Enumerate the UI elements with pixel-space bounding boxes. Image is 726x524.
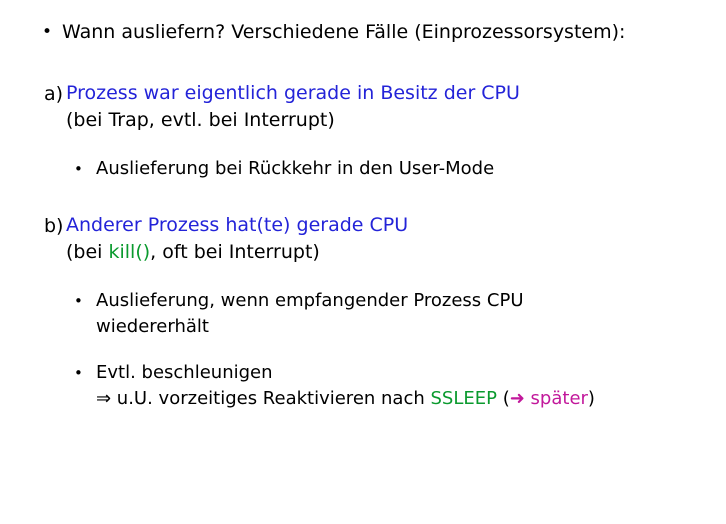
bullet-icon: • <box>74 292 83 310</box>
line2-end: ) <box>587 388 595 409</box>
item-a-sub-bullet-1 <box>74 156 702 182</box>
item-b-sub-bullet-1 <box>74 288 702 340</box>
list-marker-b: b) <box>44 215 64 237</box>
line2-mid: ( <box>496 388 510 409</box>
bullet-icon: • <box>42 22 53 42</box>
intro-bullet-row <box>42 18 702 46</box>
item-a-sub-bullet-1-text: Auslieferung bei Rückkehr in den User-Mode <box>96 158 495 179</box>
list-marker-a: a) <box>44 83 64 105</box>
later-note: später <box>524 388 588 409</box>
item-b-sub-bullet-2 <box>74 360 702 412</box>
ssleep-keyword: SSLEEP <box>430 388 497 409</box>
item-b-subline-pre: (bei <box>66 241 109 263</box>
intro-text: Wann ausliefern? Verschiedene Fälle (Einprozessorsystem): <box>62 21 626 43</box>
item-b-sub-bullet-2-line1: Evtl. beschleunigen <box>96 362 273 383</box>
line2-pre: ⇒ u.U. vorzeitiges Reaktivieren nach <box>96 388 431 409</box>
list-item-b <box>44 212 702 266</box>
bullet-icon: • <box>74 160 83 178</box>
item-b-sub-bullet-1-line1: Auslieferung, wenn empfangender Prozess CPU <box>96 290 524 311</box>
list-item-a-body <box>66 80 702 134</box>
item-b-subline-post: , oft bei Interrupt) <box>150 241 320 263</box>
item-b-sub-bullet-1-line2: wiedererhält <box>96 316 209 337</box>
spacer-3 <box>24 182 702 212</box>
spacer-2 <box>24 134 702 156</box>
item-b-heading: Anderer Prozess hat(te) gerade CPU <box>66 214 409 236</box>
item-a-subline: (bei Trap, evtl. bei Interrupt) <box>66 109 335 131</box>
item-b-sub-bullet-1-text <box>96 288 702 340</box>
item-b-sub-bullet-2-line2 <box>96 386 702 412</box>
spacer-5 <box>24 340 702 360</box>
item-b-subline-code: kill() <box>108 241 151 263</box>
list-item-b-body <box>66 212 702 266</box>
item-a-heading: Prozess war eigentlich gerade in Besitz der CPU <box>66 82 520 104</box>
item-b-subline <box>66 239 702 266</box>
bullet-icon: • <box>74 364 83 382</box>
spacer-1 <box>24 46 702 80</box>
item-b-sub-bullet-2-text <box>96 360 702 412</box>
list-item-a <box>44 80 702 134</box>
arrow-icon: ➜ <box>509 388 525 409</box>
spacer-4 <box>24 266 702 288</box>
